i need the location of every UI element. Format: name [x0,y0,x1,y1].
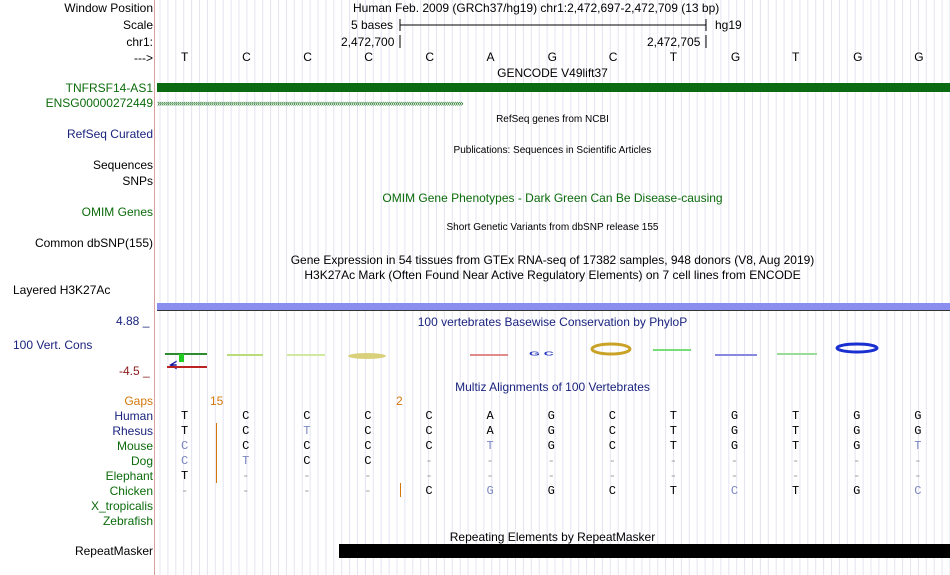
gap-marker-1 [216,423,217,483]
scale-label: Scale [122,18,153,32]
h3k27ac-label[interactable]: Layered H3K27Ac [13,283,111,297]
alignment-base: T [669,439,677,453]
alignment-base: G [853,439,861,453]
chr-label: chr1: [126,35,153,49]
alignment-base: - [608,469,616,483]
base-letter: T [669,50,678,64]
base-letter: C [364,50,373,64]
alignment-base: G [730,439,739,453]
base-letter: C [608,50,618,64]
dbsnp-track-title: Short Genetic Variants from dbSNP release 155 [446,222,659,233]
alignment-base: G [547,484,555,498]
alignment-base: - [547,454,555,468]
alignment-base: C [303,409,311,423]
base-letter: C [303,50,312,64]
gene-exon-bar[interactable] [157,83,950,92]
gaps-label[interactable]: Gaps [124,394,153,408]
alignment-base: T [669,484,677,498]
alignment-base: - [730,454,739,468]
phylop-logo [155,340,950,375]
refseq-label[interactable]: RefSeq Curated [66,127,153,141]
species-label-zebrafish[interactable]: Zebrafish [102,514,153,528]
alignment-base: G [853,484,861,498]
phylop-track-title: 100 vertebrates Basewise Conservation by PhyloP [417,315,688,329]
alignment-base: - [608,454,616,468]
alignment-base: A [486,409,494,423]
base-letter: T [792,50,800,64]
alignment-base: C [608,424,616,438]
alignment-base: G [547,409,555,423]
base-letter: C [242,50,251,64]
multiz-track-title: Multiz Alignments of 100 Vertebrates [455,380,650,394]
alignment-base: - [486,469,494,483]
alignment-base: T [303,424,311,438]
alignment-base: G [547,439,555,453]
alignment-base: G [486,484,494,498]
repeatmasker-element[interactable] [339,544,950,558]
alignment-base: T [792,439,800,453]
alignment-base: - [792,454,800,468]
alignment-base: T [242,454,250,468]
alignment-base: - [242,484,250,498]
alignment-base: C [181,454,189,468]
alignment-base: G [730,424,739,438]
alignment-base: A [486,424,494,438]
scale-text: 5 bases [351,18,394,32]
alignment-base: G [730,409,739,423]
alignment-base: C [608,484,616,498]
phylop-min: -4.5 _ [119,364,150,378]
coord-left: 2,472,700 [341,35,395,49]
alignment-base: T [181,424,189,438]
window-position-label: Window Position [64,1,153,15]
alignment-base: - [181,484,189,498]
species-label-elephant[interactable]: Elephant [105,469,153,483]
alignment-base: T [792,409,800,423]
alignment-base: T [669,424,677,438]
alignment-base: - [669,454,677,468]
species-label-dog[interactable]: Dog [130,454,153,468]
alignment-base: C [364,439,372,453]
alignment-base: G [914,409,922,423]
alignment-base: T [669,409,677,423]
species-label-human[interactable]: Human [114,409,153,423]
snps-label[interactable]: SNPs [122,174,153,188]
scale-db: hg19 [715,18,742,32]
alignment-base: T [181,409,189,423]
alignment-base: C [364,424,372,438]
alignment-base: T [181,469,189,483]
alignment-base: T [792,424,800,438]
alignment-base: T [792,484,800,498]
omim-track-title: OMIM Gene Phenotypes - Dark Green Can Be Disease-causing [382,191,723,205]
alignment-base: C [303,439,311,453]
sequences-label[interactable]: Sequences [92,158,153,172]
base-letter: G [730,50,741,64]
alignment-base: - [914,454,922,468]
svg-text:G C: G C [529,350,554,358]
base-letter: G [547,50,557,64]
alignment-base: - [364,469,372,483]
alignment-base: G [853,409,861,423]
alignment-base: - [853,469,861,483]
alignment-base: C [425,439,433,453]
dbsnp-label[interactable]: Common dbSNP(155) [34,236,153,250]
alignment-base: - [425,454,433,468]
alignment-base: G [914,424,922,438]
gap-count-1: 15 [210,394,224,408]
omim-label[interactable]: OMIM Genes [81,205,153,219]
alignment-base: T [486,439,494,453]
phylop-max: 4.88 _ [116,314,150,328]
species-label-chicken[interactable]: Chicken [109,484,153,498]
alignment-base: - [425,469,433,483]
window-position-value: Human Feb. 2009 (GRCh37/hg19) chr1:2,472,697-2,472,709 (13 bp) [353,1,720,15]
label-column-border [154,0,155,575]
alignment-base: C [242,439,250,453]
repeatmasker-label[interactable]: RepeatMasker [74,544,153,558]
alignment-base: - [669,469,677,483]
alignment-base: G [853,424,861,438]
alignment-base: C [425,484,433,498]
alignment-base: - [303,469,311,483]
base-letter: C [425,50,435,64]
alignment-base: - [364,484,372,498]
gtex-track-title: Gene Expression in 54 tissues from GTEx RNA-seq of 17382 samples, 948 donors (V8, Aug 2019) [290,253,815,267]
strand-label: ---> [134,51,153,65]
alignment-base: C [364,454,372,468]
h3k27ac-signal[interactable] [157,303,950,310]
gene-intron-arrows[interactable]: ››››››››››››››››››››››››››››››››››››››››››››››››››››››››››››››››››››››››››››››››››››››››››››››››››››››››››››››››››››››››››››››››››››››››››››››››››››››››› [157,98,463,108]
coord-right: 2,472,705 [647,35,701,49]
alignment-base: C [608,409,616,423]
publications-track-title: Publications: Sequences in Scientific Articles [453,145,652,156]
h3k27ac-track-title: H3K27Ac Mark (Often Found Near Active Regulatory Elements) on 7 cell lines from ENCODE [304,268,801,282]
alignment-base: - [730,469,739,483]
alignment-base: C [364,409,372,423]
repeatmasker-track-title: Repeating Elements by RepeatMasker [449,530,656,544]
gencode-track-title: GENCODE V49lift37 [497,66,608,80]
alignment-base: - [242,469,250,483]
alignment-base: C [181,439,189,453]
base-letter: T [181,50,189,64]
alignment-base: C [608,439,616,453]
base-letter: A [486,50,495,64]
alignment-base: C [730,484,739,498]
phylop-label[interactable]: 100 Vert. Cons [13,338,93,352]
species-label-mouse[interactable]: Mouse [116,439,153,453]
base-letter: G [853,50,863,64]
gene-name-1[interactable]: TNFRSF14-AS1 [65,81,153,95]
species-label-x_tropicalis[interactable]: X_tropicalis [90,499,153,513]
alignment-base: C [242,424,250,438]
base-letter: G [914,50,924,64]
alignment-base: G [547,424,555,438]
scale-bar [399,17,709,33]
alignment-base: - [547,469,555,483]
alignment-base: C [425,409,433,423]
h3k27ac-baseline [157,310,950,311]
species-label-rhesus[interactable]: Rhesus [112,424,153,438]
alignment-base: C [303,454,311,468]
gap-marker-2 [400,483,401,497]
gene-name-2[interactable]: ENSG00000272449 [45,96,153,110]
alignment-base: - [914,469,922,483]
alignment-base: C [425,424,433,438]
alignment-base: - [853,454,861,468]
coord-ticks [399,35,709,49]
alignment-base: C [242,409,250,423]
alignment-base: C [914,484,922,498]
alignment-base: - [303,484,311,498]
gap-count-2: 2 [396,394,403,408]
alignment-base: - [792,469,800,483]
alignment-base: T [914,439,922,453]
alignment-base: - [486,454,494,468]
refseq-track-title: RefSeq genes from NCBI [496,114,609,125]
